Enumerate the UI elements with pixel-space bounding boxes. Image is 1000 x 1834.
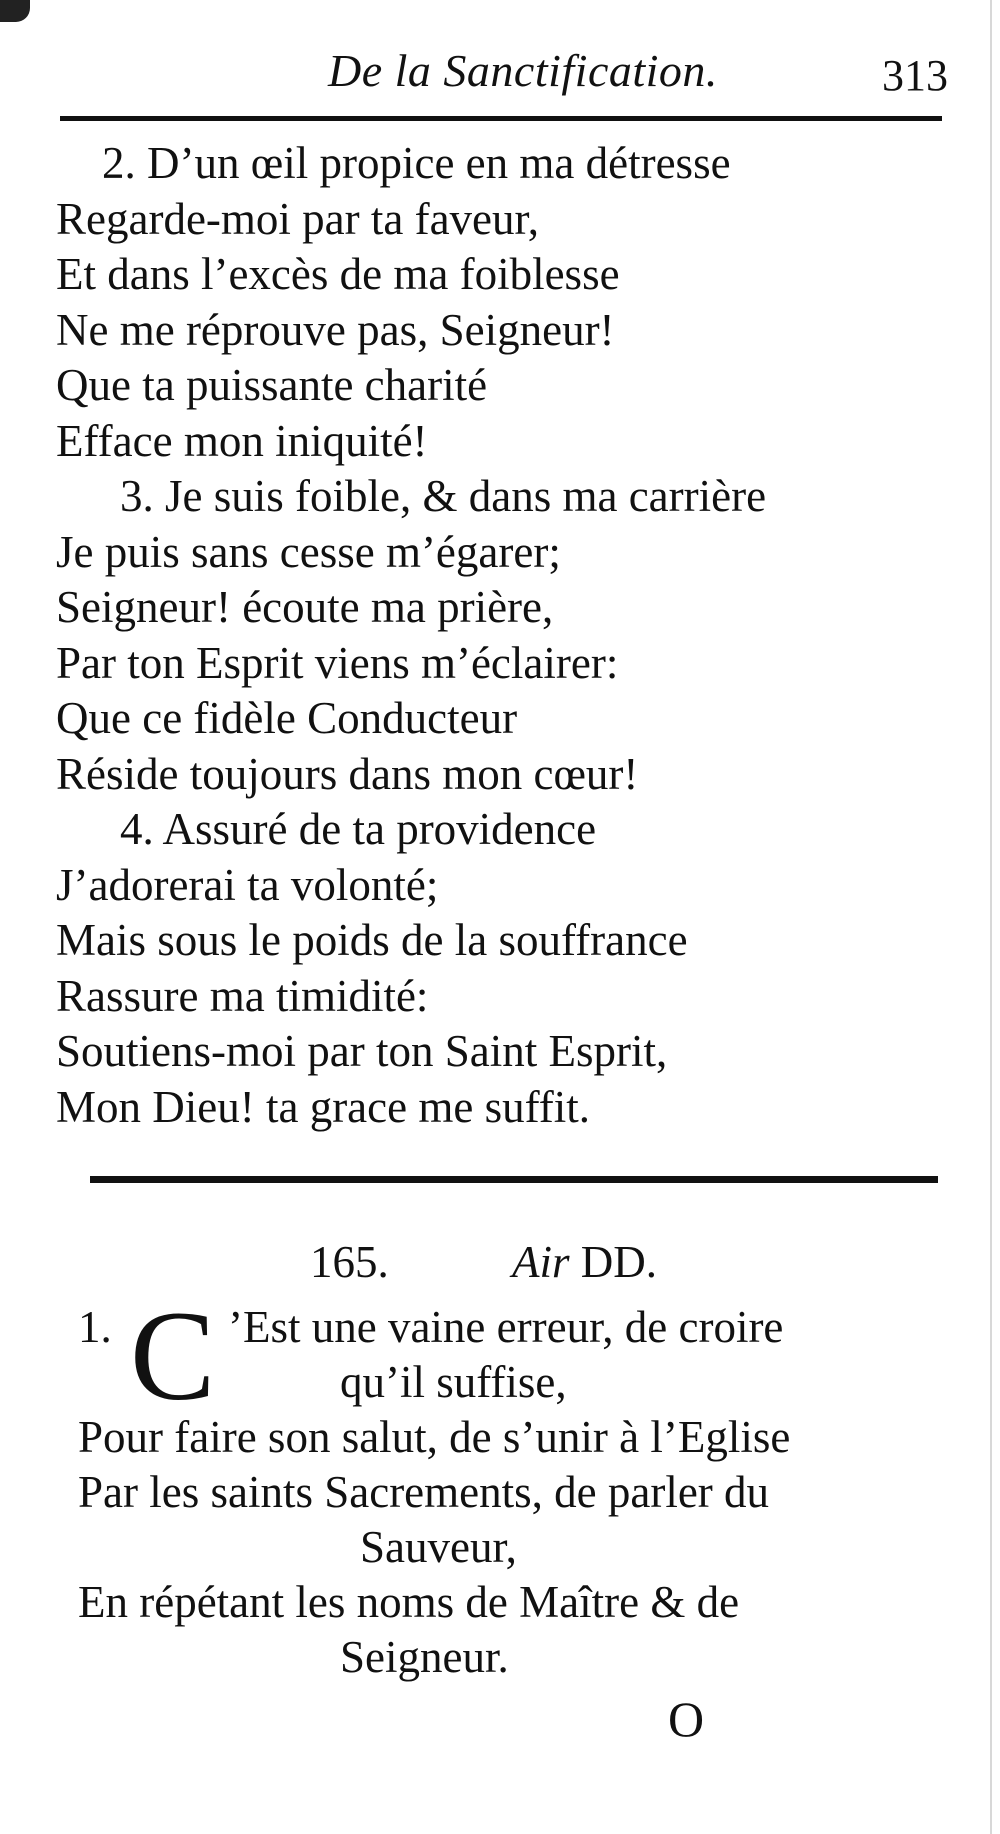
- first-line-text: ’Est une vaine erreur, de croire: [228, 1302, 784, 1352]
- running-title: De la Sanctification.: [328, 45, 718, 96]
- section-rule: [90, 1176, 938, 1183]
- catchword: O: [668, 1691, 705, 1747]
- verse-line: Mais sous le poids de la souffrance: [56, 915, 688, 965]
- stanza-line: Seigneur.: [340, 1632, 509, 1682]
- verse-line: Par ton Esprit viens m’éclairer:: [56, 637, 619, 688]
- ink-smudge: [0, 0, 30, 22]
- verse-line: Réside toujours dans mon cœur!: [56, 748, 639, 799]
- hymn-verses: [56, 136, 936, 1135]
- stanza-line: Sauveur,: [360, 1522, 517, 1572]
- verse-line: 2. D’un œil propice en ma détresse: [102, 138, 731, 188]
- drop-cap: C: [130, 1285, 216, 1427]
- hymn-air: [512, 1236, 657, 1288]
- verse-line: Que ta puissante charité: [56, 360, 488, 410]
- verse-line: 3. Je suis foible, & dans ma carrière: [120, 471, 767, 521]
- verse-line: Mon Dieu! ta grace me suffit.: [56, 1081, 591, 1132]
- stanza-number: 1.: [78, 1302, 112, 1352]
- stanza-line: qu’il suffise,: [340, 1357, 567, 1407]
- verse-line: Rassure ma timidité:: [56, 970, 429, 1021]
- verse-line: Soutiens-moi par ton Saint Esprit,: [56, 1026, 668, 1076]
- air-name: DD.: [580, 1237, 658, 1287]
- running-head: [60, 44, 950, 104]
- air-word: Air: [512, 1237, 570, 1287]
- stanza-line: En répétant les noms de Maître & de: [78, 1577, 740, 1627]
- verse-line: Et dans l’excès de ma foiblesse: [56, 249, 620, 299]
- verse-line: Je puis sans cesse m’égarer;: [56, 526, 561, 577]
- verse-line: Efface mon iniquité!: [56, 415, 428, 466]
- verse-line: J’adorerai ta volonté;: [56, 859, 439, 910]
- header-rule: [60, 116, 942, 121]
- verse-line: Ne me réprouve pas, Seigneur!: [56, 304, 615, 355]
- verse-line: Seigneur! écoute ma prière,: [56, 582, 554, 632]
- hymn-stanza: [78, 1285, 964, 1685]
- hymn-number: 165.: [310, 1237, 389, 1287]
- page-edge: [990, 0, 992, 1834]
- page-number: 313: [882, 51, 948, 100]
- stanza-line: Par les saints Sacrements, de parler du: [78, 1467, 770, 1517]
- hymn-heading: [0, 1236, 1000, 1292]
- verse-line: Que ce fidèle Conducteur: [56, 693, 518, 743]
- stanza-line: Pour faire son salut, de s’unir à l’Eglise: [78, 1412, 791, 1462]
- verse-line: 4. Assuré de ta providence: [120, 804, 597, 854]
- verse-line: Regarde-moi par ta faveur,: [56, 193, 539, 244]
